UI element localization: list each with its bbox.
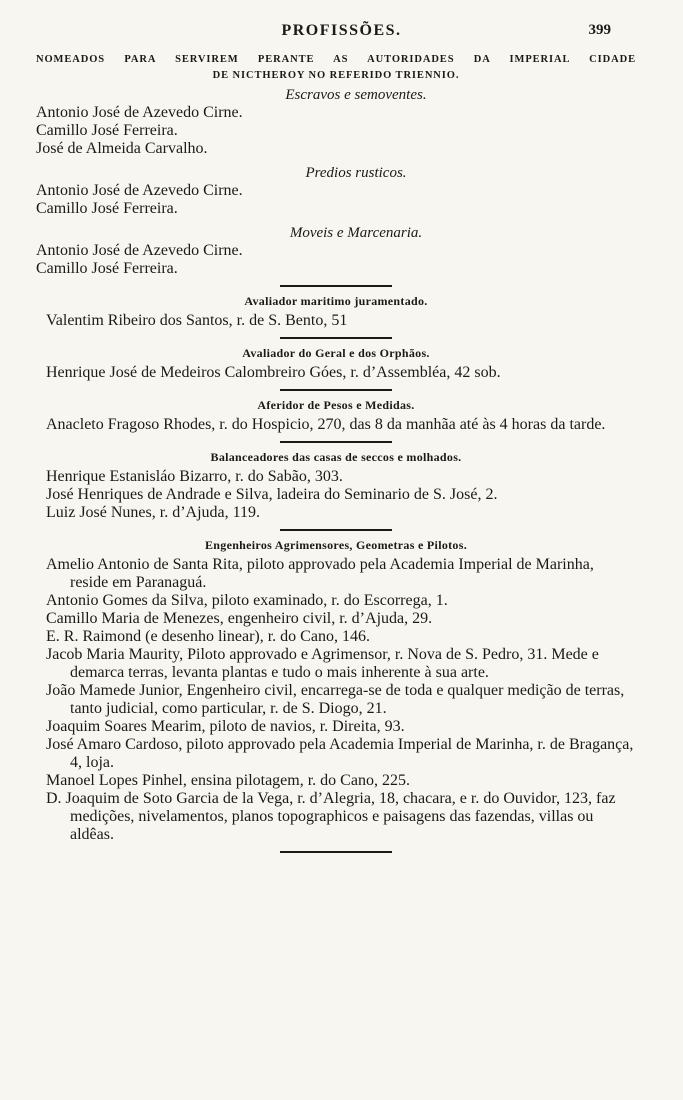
list-item: Camillo Maria de Menezes, engenheiro civil, r. d’Ajuda, 29.: [46, 610, 433, 627]
section-avaliador-geral: [36, 345, 636, 382]
list-item: Camillo José Ferreira.: [36, 200, 178, 217]
list-item: Antonio José de Azevedo Cirne.: [36, 242, 243, 259]
list-item: José Henriques de Andrade e Silva, ladeira do Seminario de S. José, 2.: [46, 486, 498, 503]
list-item: Amelio Antonio de Santa Rita, piloto approvado pela Academia Imperial de Marinha, reside em Paranaguá.: [46, 556, 594, 591]
intro-line-2: DE NICTHEROY NO REFERIDO TRIENNIO.: [212, 70, 460, 81]
intro-line-1: NOMEADOS PARA SERVIREM PERANTE AS AUTORIDADES DA IMPERIAL CIDADE: [36, 54, 636, 65]
list-item: José de Almeida Carvalho.: [36, 140, 208, 157]
list-item: Valentim Ribeiro dos Santos, r. de S. Bento, 51: [46, 312, 348, 329]
list-item: Anacleto Fragoso Rhodes, r. do Hospicio, 270, das 8 da manhãa até às 4 horas da tarde.: [46, 416, 606, 433]
group-moveis: [36, 224, 636, 278]
list-item: Camillo José Ferreira.: [36, 260, 178, 277]
section-aferidor: [36, 397, 636, 434]
list-item: Jacob Maria Maurity, Piloto approvado e Agrimensor, r. Nova de S. Pedro, 31. Mede e demarca terras, levanta plantas e tudo o mais inherente à sua arte.: [46, 646, 599, 681]
list-item: Antonio José de Azevedo Cirne.: [36, 182, 243, 199]
page-header: [0, 22, 683, 44]
list-item: Luiz José Nunes, r. d’Ajuda, 119.: [46, 504, 261, 521]
list-item: Henrique Estanisláo Bizarro, r. do Sabão, 303.: [46, 468, 343, 485]
list-item: João Mamede Junior, Engenheiro civil, encarrega-se de toda e qualquer medição de terras, tanto judicial, como particular, r. de S. Diogo, 21.: [46, 682, 625, 717]
section-balanceadores: [36, 449, 636, 522]
list-item: Camillo José Ferreira.: [36, 122, 178, 139]
section-engenheiros: [36, 537, 636, 844]
section-divider: [280, 389, 392, 391]
list-item: D. Joaquim de Soto Garcia de la Vega, r. d’Alegria, 18, chacara, e r. do Ouvidor, 123, faz medições, nivelamentos, planos topographicos e paisagens das fazendas, villas ou aldêas.: [46, 790, 616, 843]
group-subheading: Predios rusticos.: [305, 165, 407, 181]
section-heading: Engenheiros Agrimensores, Geometras e Pilotos.: [205, 538, 467, 552]
list-item: Manoel Lopes Pinhel, ensina pilotagem, r. do Cano, 225.: [46, 772, 410, 789]
section-heading: Avaliador do Geral e dos Orphãos.: [242, 346, 430, 360]
section-avaliador-maritimo: [36, 293, 636, 330]
group-subheading: Escravos e semoventes.: [285, 87, 427, 103]
group-predios: [36, 164, 636, 218]
section-heading: Avaliador maritimo juramentado.: [244, 294, 428, 308]
page-content: [36, 52, 636, 859]
list-item: Antonio José de Azevedo Cirne.: [36, 104, 243, 121]
page-number: 399: [588, 22, 611, 38]
section-divider: [280, 851, 392, 853]
section-heading: Aferidor de Pesos e Medidas.: [257, 398, 415, 412]
list-item: José Amaro Cardoso, piloto approvado pela Academia Imperial de Marinha, r. de Bragança, 4, loja.: [46, 736, 634, 771]
list-item: E. R. Raimond (e desenho linear), r. do Cano, 146.: [46, 628, 370, 645]
list-item: Henrique José de Medeiros Calombreiro Góes, r. d’Assembléa, 42 sob.: [46, 364, 501, 381]
section-divider: [280, 529, 392, 531]
section-divider: [280, 441, 392, 443]
list-item: Antonio Gomes da Silva, piloto examinado, r. do Escorrega, 1.: [46, 592, 448, 609]
section-divider: [280, 285, 392, 287]
running-title: PROFISSÕES.: [281, 22, 402, 39]
group-escravos: [36, 86, 636, 158]
section-heading: Balanceadores das casas de seccos e molhados.: [210, 450, 462, 464]
list-item: Joaquim Soares Mearim, piloto de navios, r. Direita, 93.: [46, 718, 405, 735]
group-subheading: Moveis e Marcenaria.: [289, 225, 423, 241]
section-divider: [280, 337, 392, 339]
intro-heading: [36, 52, 636, 84]
